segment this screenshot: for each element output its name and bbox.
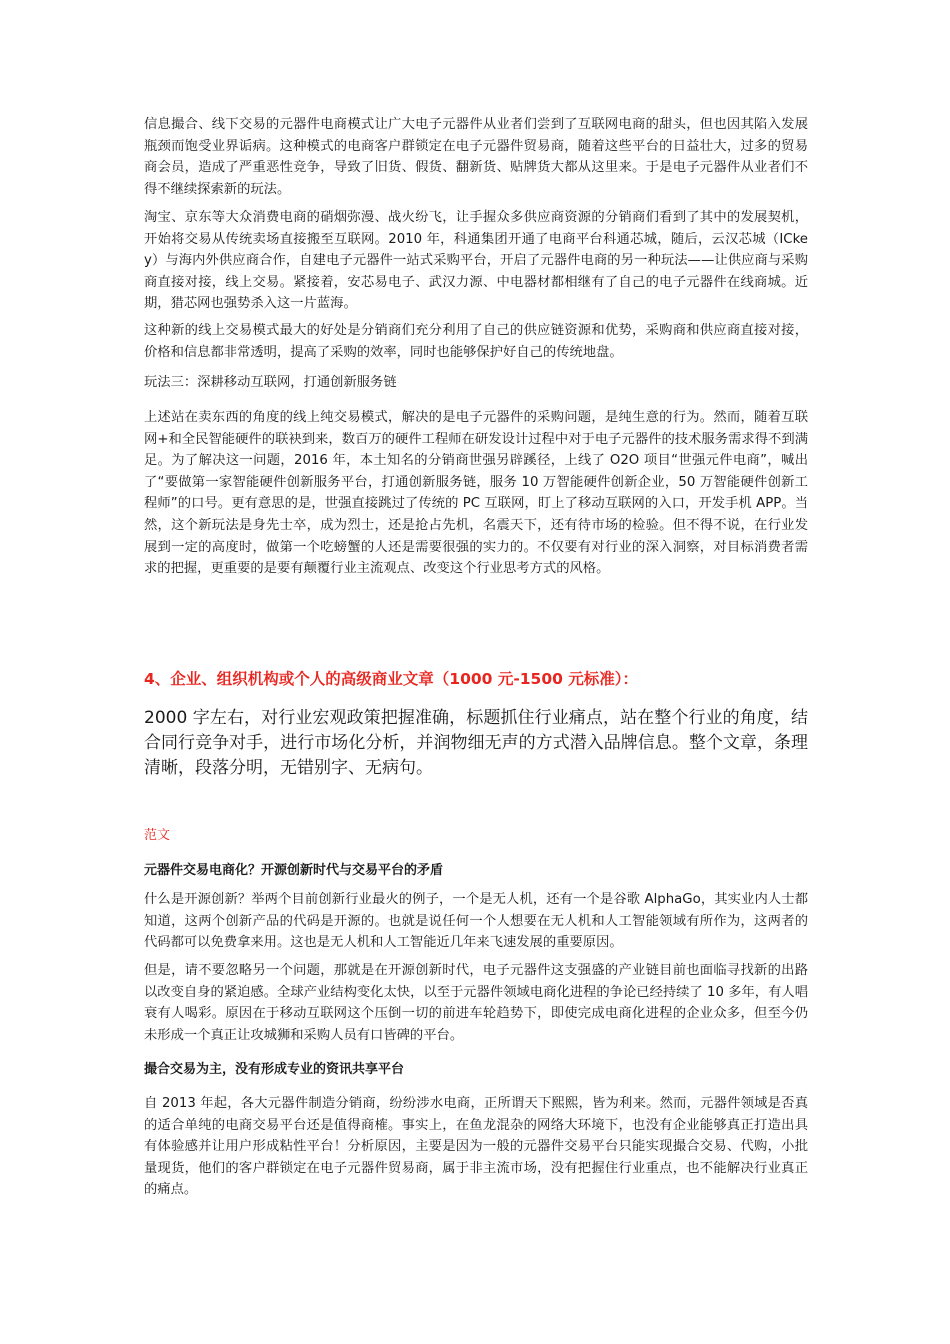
sample-subtitle: 撮合交易为主，没有形成专业的资讯共享平台	[144, 1062, 405, 1077]
sample-paragraph-2013: 自 2013 年起，各大元器件制造分销商，纷纷涉水电商，正所谓天下熙熙，皆为利来。然而，元器件领域是否真的适合单纯的电商交易平台还是值得商榷。事实上，在鱼龙混杂的网络大环境下，也没有企业能够真正打造出具有体验感并让用户形成粘性平台！分析原因，主要是因为一般的元器件交易平台只能实现撮合交易、代购，小批量现货，他们的客户群锁定在电子元器件贸易商，属于非主流市场，没有把握住行业重点，也不能解决行业真正的痛点。	[144, 1096, 808, 1198]
paragraph-play-three: 玩法三：深耕移动互联网，打通创新服务链	[144, 375, 397, 390]
section-4-description: 2000 字左右，对行业宏观政策把握准确，标题抓住行业痛点，站在整个行业的角度，结合同行竞争对手，进行市场化分析，并润物细无声的方式潜入品牌信息。整个文章，条理清晰，段落分明，无错别字、无病句。	[144, 708, 808, 778]
sample-title: 元器件交易电商化？开源创新时代与交易平台的矛盾	[144, 863, 444, 878]
paragraph-online-mall: 淘宝、京东等大众消费电商的硝烟弥漫、战火纷飞，让手握众多供应商资源的分销商们看到了其中的发展契机，开始将交易从传统卖场直接搬至互联网。2010 年，科通集团开通了电商平台科通芯城，随后，云汉芯城（ICkey）与海内外供应商合作，自建电子元器件一站式采购平台，开启了元器件电商的另一种玩法——让供应商与采购商直接对接，线上交易。紧接着，安芯易电子、武汉力源、中电器材都相继有了自己的电子元器件在线商城。近期，猎芯网也强势杀入这一片蓝海。	[144, 210, 808, 312]
paragraph-benefits: 这种新的线上交易模式最大的好处是分销商们充分利用了自己的供应链资源和优势，采购商和供应商直接对接，价格和信息都非常透明，提高了采购的效率，同时也能够保护好自己的传统地盘。	[144, 323, 808, 360]
sample-paragraph-open-source: 什么是开源创新？举两个目前创新行业最火的例子，一个是无人机，还有一个是谷歌 AlphaGo，其实业内人士都知道，这两个创新产品的代码是开源的。也就是说任何一个人想要在无人机和人工智能领域有所作为，这两者的代码都可以免费拿来用。这也是无人机和人工智能近几年来飞速发展的重要原因。	[144, 892, 808, 951]
sample-paragraph-industry-chain: 但是，请不要忽略另一个问题，那就是在开源创新时代，电子元器件这支强盛的产业链目前也面临寻找新的出路以改变自身的紧迫感。全球产业结构变化太快，以至于元器件领域电商化进程的争论已经持续了 10 多年，有人唱衰有人喝彩。原因在于移动互联网这个压倒一切的前进车轮趋势下，即使完成电商化进程的企业众多，但至今仍未形成一个真正让攻城狮和采购人员有口皆碑的平台。	[144, 963, 808, 1043]
paragraph-trade-matching: 信息撮合、线下交易的元器件电商模式让广大电子元器件从业者们尝到了互联网电商的甜头，但也因其陷入发展瓶颈而饱受业界诟病。这种模式的电商客户群锁定在电子元器件贸易商，随着这些平台的日益壮大，过多的贸易商会员，造成了严重恶性竞争，导致了旧货、假货、翻新货、贴牌货大都从这里来。于是电子元器件从业者们不得不继续探索新的玩法。	[144, 117, 808, 197]
section-4-heading: 4、企业、组织机构或个人的高级商业文章（1000 元-1500 元标准）：	[144, 670, 639, 688]
paragraph-mobile-internet: 上述站在卖东西的角度的线上纯交易模式，解决的是电子元器件的采购问题，是纯生意的行为。然而，随着互联网+和全民智能硬件的联袂到来，数百万的硬件工程师在研发设计过程中对于电子元器件的技术服务需求得不到满足。为了解决这一问题，2016 年，本土知名的分销商世强另辟蹊径，上线了 O2O 项目“世强元件电商”，喊出了“要做第一家智能硬件创新服务平台，打通创新服务链，服务 10 万智能硬件创新企业，50 万智能硬件创新工程师”的口号。更有意思的是，世强直接跳过了传统的 PC 互联网，盯上了移动互联网的入口，开发手机 APP。当然，这个新玩法是身先士卒，成为烈士，还是抢占先机，名震天下，还有待市场的检验。但不得不说，在行业发展到一定的高度时，做第一个吃螃蟹的人还是需要很强的实力的。不仅要有对行业的深入洞察，对目标消费者需求的把握，更重要的是要有颠覆行业主流观点、改变这个行业思考方式的风格。	[144, 410, 808, 577]
sample-label: 范文	[144, 828, 171, 843]
